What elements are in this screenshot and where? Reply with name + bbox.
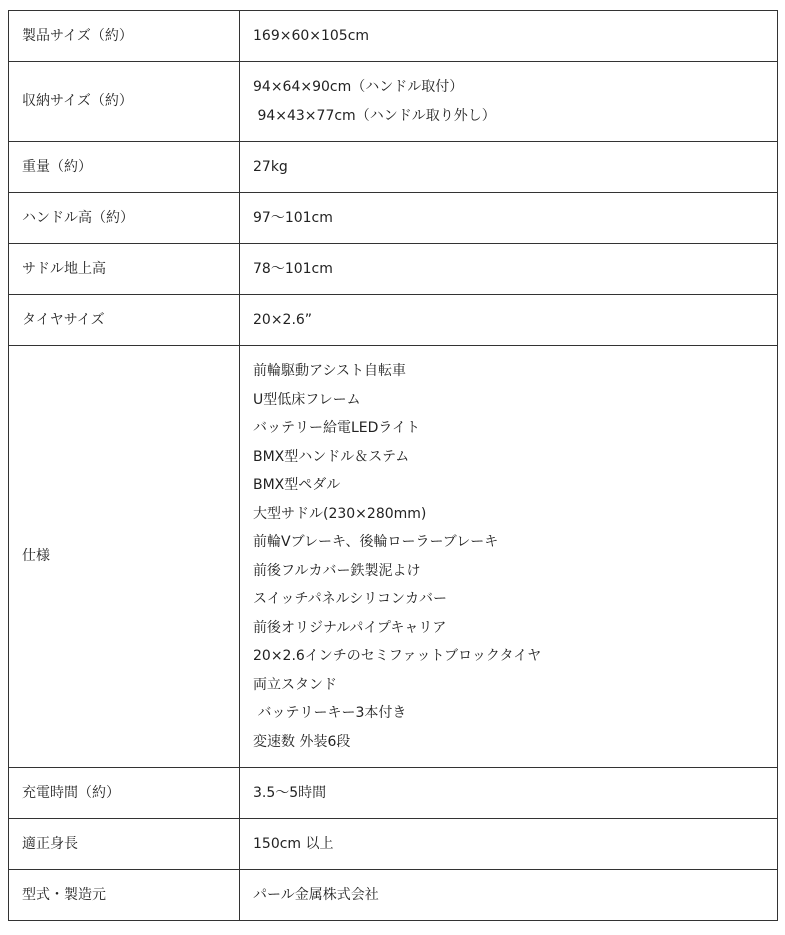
spec-value-line: 20×2.6” bbox=[253, 311, 313, 328]
spec-table bbox=[8, 10, 778, 921]
spec-row-weight bbox=[9, 142, 778, 193]
spec-value-line: スイッチパネルシリコンカバー bbox=[253, 591, 447, 607]
spec-value bbox=[240, 11, 778, 62]
spec-value-line: 大型サドル(230×280mm) bbox=[253, 505, 427, 522]
spec-value bbox=[240, 819, 778, 870]
spec-value-line: バッテリーキー3本付き bbox=[253, 705, 407, 721]
spec-table-body bbox=[9, 11, 778, 921]
spec-value bbox=[240, 142, 778, 193]
spec-label: 仕様 bbox=[9, 346, 240, 768]
spec-row-charge-time bbox=[9, 768, 778, 819]
spec-value bbox=[240, 870, 778, 921]
spec-value bbox=[240, 346, 778, 768]
spec-value-line: 97～101cm bbox=[253, 209, 333, 226]
spec-label: 適正身長 bbox=[9, 819, 240, 870]
spec-value bbox=[240, 244, 778, 295]
spec-row-features bbox=[9, 346, 778, 768]
spec-value-line: BMX型ハンドル＆ステム bbox=[253, 448, 410, 465]
spec-value bbox=[240, 62, 778, 142]
spec-label: 収納サイズ（約） bbox=[9, 62, 240, 142]
spec-value bbox=[240, 768, 778, 819]
spec-value-line: U型低床フレーム bbox=[253, 391, 361, 408]
spec-value-line: 94×43×77cm（ハンドル取り外し） bbox=[253, 107, 496, 124]
spec-value-line: 20×2.6インチのセミファットブロックタイヤ bbox=[253, 648, 542, 664]
spec-label: タイヤサイズ bbox=[9, 295, 240, 346]
spec-value-line: パール金属株式会社 bbox=[253, 886, 379, 903]
spec-value-line: 前後オリジナルパイプキャリア bbox=[253, 619, 447, 636]
spec-row-maker bbox=[9, 870, 778, 921]
spec-value-line: 94×64×90cm（ハンドル取付） bbox=[253, 79, 464, 95]
spec-row-tire-size bbox=[9, 295, 778, 346]
spec-value-line: バッテリー給電LEDライト bbox=[253, 420, 421, 436]
spec-label: サドル地上高 bbox=[9, 244, 240, 295]
spec-value-line: 変速数 外装6段 bbox=[253, 733, 351, 750]
spec-value-line: 前後フルカバー鉄製泥よけ bbox=[253, 562, 421, 579]
spec-value-line: 前輪駆動アシスト自転車 bbox=[253, 363, 407, 379]
spec-row-product-size bbox=[9, 11, 778, 62]
spec-value-line: 両立スタンド bbox=[253, 676, 337, 693]
spec-label: 重量（約） bbox=[9, 142, 240, 193]
spec-value-line: BMX型ペダル bbox=[253, 477, 341, 493]
spec-value-line: 78～101cm bbox=[253, 260, 333, 277]
spec-row-storage-size bbox=[9, 62, 778, 142]
spec-value-line: 27kg bbox=[253, 158, 288, 175]
spec-label: ハンドル高（約） bbox=[9, 193, 240, 244]
spec-value-line: 3.5～5時間 bbox=[253, 784, 327, 801]
spec-label: 充電時間（約） bbox=[9, 768, 240, 819]
spec-row-rider-height bbox=[9, 819, 778, 870]
spec-value-line: 前輪Vブレーキ、後輪ローラーブレーキ bbox=[253, 534, 499, 550]
spec-label: 製品サイズ（約） bbox=[9, 11, 240, 62]
spec-value bbox=[240, 193, 778, 244]
spec-row-handle-height bbox=[9, 193, 778, 244]
spec-value-line: 150cm 以上 bbox=[253, 835, 334, 852]
spec-label: 型式・製造元 bbox=[9, 870, 240, 921]
spec-row-saddle-height bbox=[9, 244, 778, 295]
spec-value bbox=[240, 295, 778, 346]
spec-value-line: 169×60×105cm bbox=[253, 27, 370, 44]
